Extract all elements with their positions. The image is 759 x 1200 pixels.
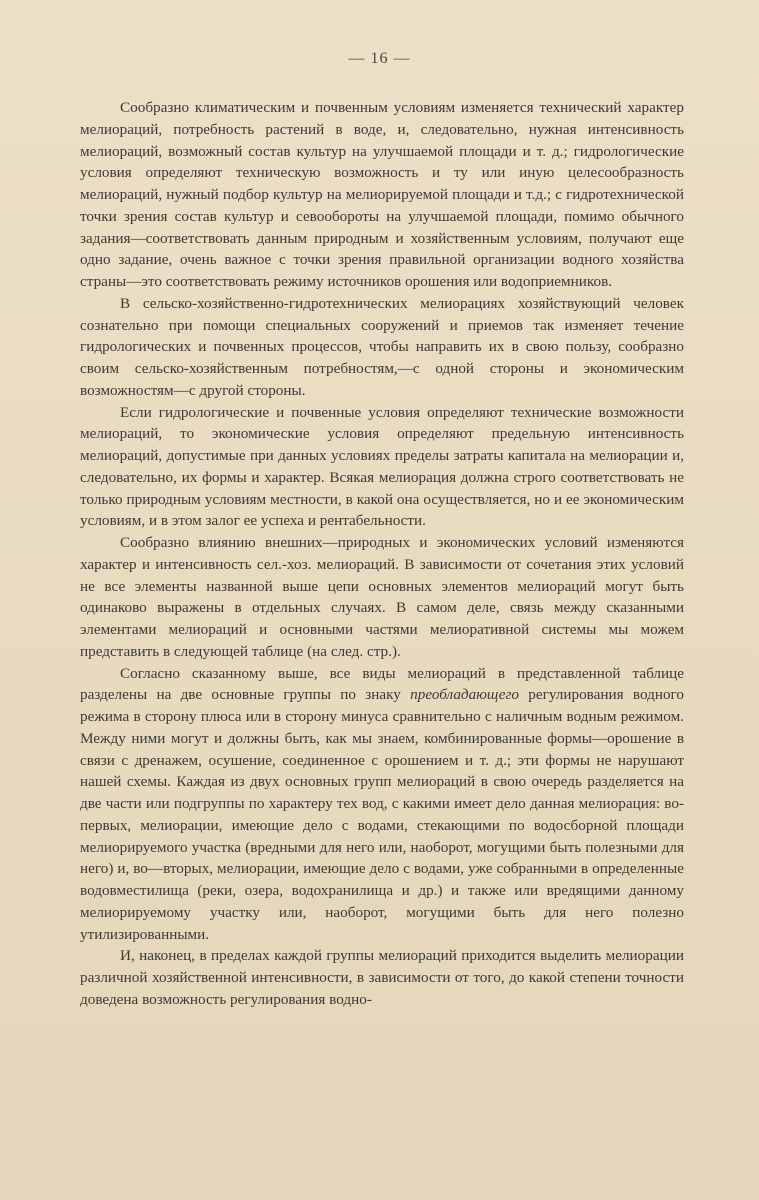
paragraph-agricultural-hydrotechnical: В сельско-хозяйственно-гидротехнических мелиорациях хозяйствующий человек сознательно при помощи специальных сооружений и приемов так изменяет течение гидрологических и почвенных процессов, чтобы направить их в свою пользу, сообразно своим сельско-хозяйственным потребностям,—с одной стороны и экономическим возможностям—с другой стороны. (80, 294, 684, 399)
emphasized-word: преобладающего (410, 686, 520, 704)
paragraph-intensity-levels: И, наконец, в пределах каждой группы мелиораций приходится выделить мелиорации различной хозяйственной интенсивности, в зависимости от того, до какой степени точности доведена возможность регулирования водно- (80, 947, 684, 1008)
paragraph-text-after-emphasis: регулирования водного режима в сторону плюса или в сторону минуса сравнительно с наличным водным режимом. Между ними могут и должны быть, как мы знаем, комбинированные формы—орошение в связи с дренажем, осушение, соединенное с орошением и т. д.; эти формы не нарушают нашей схемы. Каждая из двух основных групп мелиораций в свою очередь разделяется на две части или подгруппы по характеру тех вод, с какими имеет дело данная мелиорация: во-первых, мелиорации, имеющие дело с водами, стекающими по водосборной площади мелиорируемого участка (вредными для него или, наоборот, могущими быть полезными для него) и, во—вторых, мелиорации, имеющие дело с водами, уже собранными в определенные водовместилища (реки, озера, водохранилища и др.) и также или вредящими данному мелиорируемому участку или, наоборот, могущими быть для него полезно утилизированными. (80, 686, 684, 943)
paragraph-text-before-emphasis: Согласно сказанному выше, все виды мелиораций в представленной таблице разделены на две основные группы по знаку (80, 664, 684, 704)
paragraph-climate-soil: Сообразно климатическим и почвенным условиям изменяется технический характер мелиораций, потребность растений в воде, и, следовательно, нужная интенсивность мелиораций, возможный состав культур на улучшаемой площади и т. д.; гидрологические условия определяют техническую возможность и ту или иную целесообразность мелиораций, нужный подбор культур на мелиорируемой площади и т.д.; с гидротехнической точки зрения состав культур и севообороты на улучшаемой площади, помимо обычного задания—соответствовать данным природным и хозяйственным условиям, получают еще одно задание, очень важное с точки зрения правильной организации водного хозяйства страны—это соответствовать режиму источников орошения или водоприемников. (80, 99, 684, 290)
paragraph-groups-of-melioration (80, 663, 684, 946)
page-number: — 16 — (348, 50, 411, 67)
paragraph-external-conditions: Сообразно влиянию внешних—природных и экономических условий изменяются характер и интенсивность сел.-хоз. мелиораций. В зависимости от сочетания этих условий не все элементы названной выше цепи основных элементов мелиораций могут быть одинаково выражены в отдельных случаях. В самом деле, связь между сказанными элементами мелиораций и основными частями мелиоративной системы мы можем представить в следующей таблице (на след. стр.). (80, 534, 684, 660)
paragraph-economic-conditions: Если гидрологические и почвенные условия определяют технические возможности мелиораций, то экономические условия определяют предельную интенсивность мелиораций, допустимые при данных условиях пределы затраты капитала на мелиорации и, следовательно, их формы и характер. Всякая мелиорация должна строго соответствовать не только природным условиям местности, в какой она осуществляется, но и ее экономическим условиям, и в этом залог ее успеха и рентабельности. (80, 403, 684, 530)
text-body (80, 97, 684, 1011)
